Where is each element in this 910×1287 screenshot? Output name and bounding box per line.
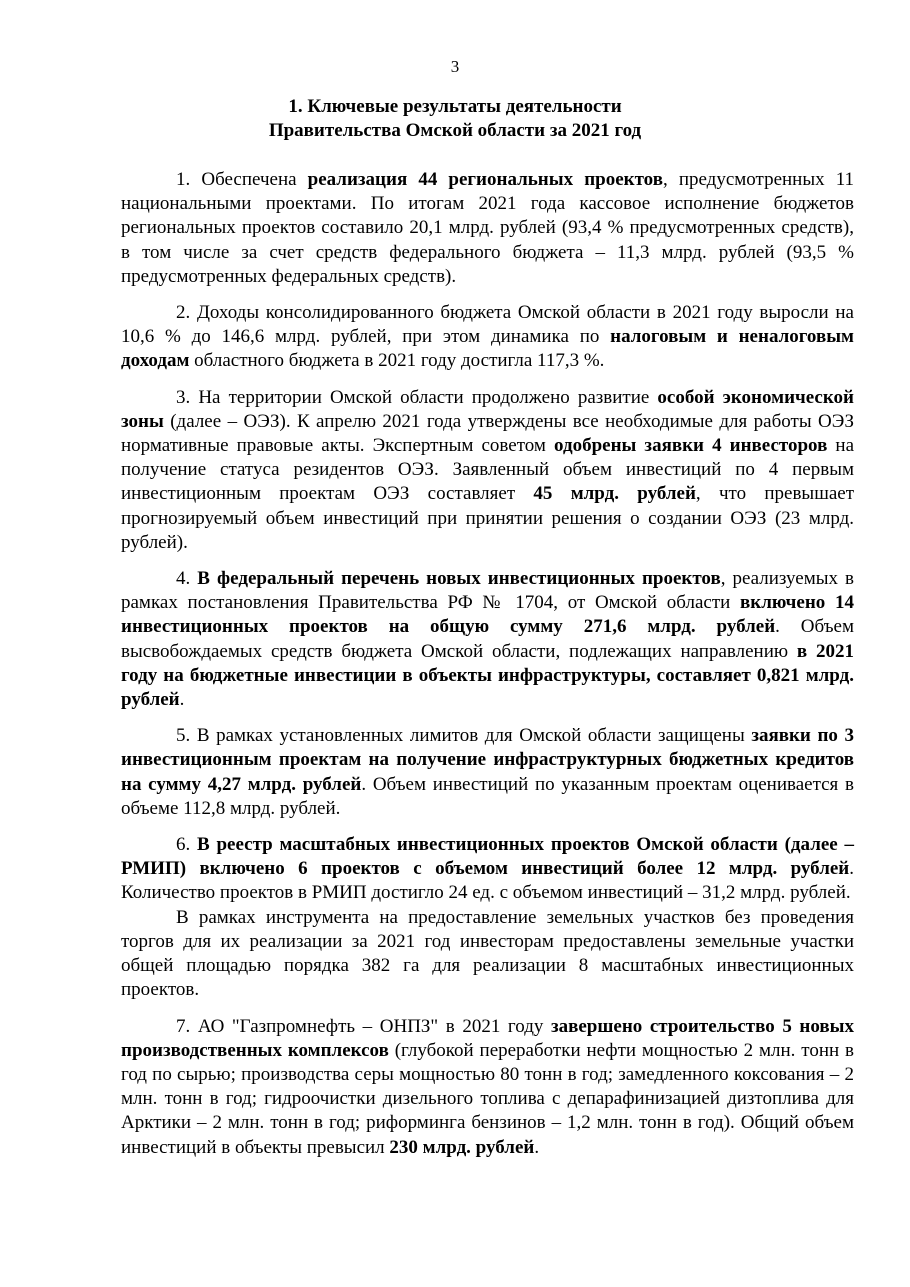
text: , реализуемых в рамках постановления Правительства РФ № 1704, от Омской области [121,568,855,614]
section-title-line-2: Правительства Омской области за 2021 год [268,120,642,141]
bold-text: реализация 44 региональных проектов [307,169,663,190]
document-body [121,168,854,1160]
paragraph [121,301,854,374]
text: . Количество проектов в РМИП достигло 24 ед. с объемом инвестиций – 31,2 млрд. рублей. [121,858,854,904]
bold-text: В реестр масштабных инвестиционных проектов Омской области (далее – РМИП) включено 6 проектов с объемом инвестиций более 12 млрд. рублей [121,834,854,880]
paragraph [121,168,854,289]
text: 6. [176,834,198,856]
paragraph [121,1015,854,1160]
text: . Объем инвестиций по указанным проектам оценивается в объеме 112,8 млрд. рублей. [121,773,854,819]
text: . [179,689,185,711]
paragraph [121,724,854,821]
text: . [534,1136,540,1158]
paragraph [121,833,854,906]
bold-text: заявки по 3 инвестиционным проектам на получение инфраструктурных бюджетных кредитов на сумму 4,27 млрд. рублей [121,725,854,795]
paragraph [121,567,854,712]
bold-text: 230 млрд. рублей [389,1136,535,1158]
text: (глубокой переработки нефти мощностью 2 млн. тонн в год по сырью; производства серы мощностью 80 тонн в год; замедленного коксования – 2 млн. тонн в год; гидроочистки дизельного топлива с депарафинизацией дизтоплива для Арктики – 2 млн. тонн в год; риформинга бензинов – 1,2 млн. тонн в год). Общий объем инвестиций в объекты превысил [121,1039,854,1158]
text: 3. На территории Омской области продолжено развитие [176,386,658,408]
text: В рамках инструмента на предоставление земельных участков без проведения торгов для их реализации за 2021 год инвесторам предоставлены земельные участки общей площадью порядка 382 га для реализации 8 масштабных инвестиционных проектов. [121,906,854,1001]
bold-text: завершено строительство 5 новых производственных комплексов [121,1015,854,1061]
text: 7. АО "Газпромнефть – ОНПЗ" в 2021 году [176,1015,551,1037]
bold-text: в 2021 году на бюджетные инвестиции в объекты инфраструктуры, составляет 0,821 млрд. рублей [121,640,855,711]
text: областного бюджета в 2021 году достигла 117,3 %. [189,350,605,372]
text: 2. Доходы консолидированного бюджета Омской области в 2021 году выросли на 10,6 % до 146,6 млрд. рублей, при этом динамика по [121,302,854,348]
text: , предусмотренных 11 национальными проектами. По итогам 2021 года кассовое исполнение бюджетов региональных проектов составило 20,1 млрд. рублей (93,4 % предусмотренных средств), в том числе за счет средств федерального бюджета – 11,3 млрд. рублей (93,5 % предусмотренных федеральных средств). [121,169,854,287]
text: . Объем высвобождаемых средств бюджета Омской области, подлежащих направлению [121,616,854,662]
section-title-line-1: 1. Ключевые результаты деятельности [288,96,622,117]
text: 5. В рамках установленных лимитов для Омской области защищены [176,725,752,747]
text: , что превышает прогнозируемый объем инвестиций при принятии решения о создании ОЭЗ (23 млрд. рублей). [121,483,854,553]
bold-text: одобрены заявки 4 инвесторов [554,435,828,457]
bold-text: налоговым и неналоговым доходам [121,326,854,372]
section-title [0,95,910,143]
paragraph [121,906,854,1003]
paragraph [121,386,854,555]
text: 4. [176,568,198,590]
page-number: 3 [450,57,460,76]
bold-text: 45 млрд. рублей [533,483,696,505]
text: (далее – ОЭЗ). К апрелю 2021 года утверждены все необходимые для работы ОЭЗ нормативные правовые акты. Экспертным советом [121,410,854,457]
text: 1. Обеспечена [176,169,308,190]
bold-text: особой экономической зоны [121,386,854,432]
bold-text: включено 14 инвестиционных проектов на общую сумму 271,6 млрд. рублей [121,592,854,638]
text: на получение статуса резидентов ОЭЗ. Заявленный объем инвестиций по 4 первым инвестиционным проектам ОЭЗ составляет [121,435,855,505]
bold-text: В федеральный перечень новых инвестиционных проектов [197,568,721,590]
